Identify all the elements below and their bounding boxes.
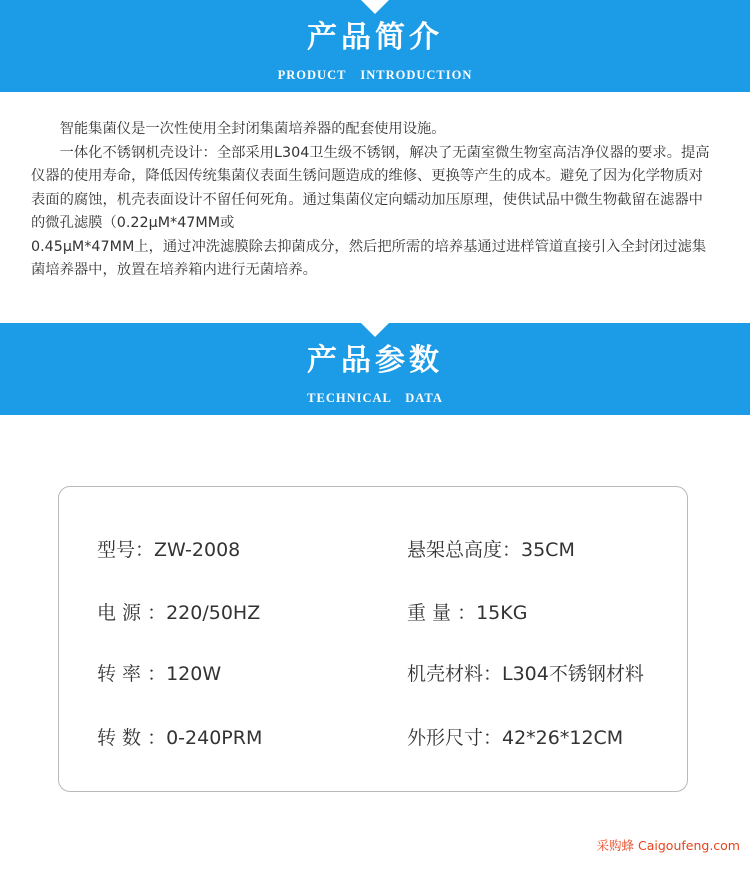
intro-banner bbox=[0, 0, 750, 92]
spec-size: 外形尺寸：42*26*12CM bbox=[407, 727, 624, 749]
spec-height: 悬架总高度：35CM bbox=[407, 539, 575, 561]
spec-speed: 转 数 ：0-240PRM bbox=[97, 727, 263, 749]
tech-banner bbox=[0, 323, 750, 415]
spec-material: 机壳材料：L304不锈钢材料 bbox=[407, 663, 644, 685]
spec-model: 型号：ZW-2008 bbox=[97, 539, 241, 561]
tech-title: 产品参数 bbox=[307, 343, 443, 378]
spec-rate: 转 率 ：120W bbox=[97, 663, 222, 685]
spec-power: 电 源 ：220/50HZ bbox=[97, 602, 261, 624]
intro-text bbox=[31, 118, 713, 283]
spec-weight: 重 量 ：15KG bbox=[407, 602, 528, 624]
intro-paragraph: 0.45μM*47MM上，通过冲洗滤膜除去抑菌成分，然后把所需的培养基通过进样管道直接引入全封闭过滤集菌培养器中，放置在培养箱内进行无菌培养。 bbox=[31, 238, 707, 278]
intro-paragraph: 一体化不锈钢机壳设计：全部采用L304卫生级不锈钢，解决了无菌室微生物室高洁净仪器的要求。提高仪器的使用寿命，降低因传统集菌仪表面生锈问题造成的维修、更换等产生的成本。避免了因为化学物质对表面的腐蚀，机壳表面设计不留任何死角。通过集菌仪定向蠕动加压原理，使供试品中微生物截留在滤器中的微孔滤膜（0.22μM*47MM或 bbox=[31, 144, 710, 231]
banner-notch bbox=[361, 323, 389, 337]
tech-subtitle: TECHNICAL DATA bbox=[307, 391, 443, 405]
intro-subtitle: PRODUCT INTRODUCTION bbox=[277, 68, 473, 82]
footer-brand-link[interactable]: 采购蜂 Caigoufeng.com bbox=[596, 838, 740, 853]
banner-notch bbox=[361, 0, 389, 14]
intro-title: 产品简介 bbox=[307, 20, 443, 55]
intro-paragraph: 智能集菌仪是一次性使用全封闭集菌培养器的配套使用设施。 bbox=[59, 121, 446, 137]
